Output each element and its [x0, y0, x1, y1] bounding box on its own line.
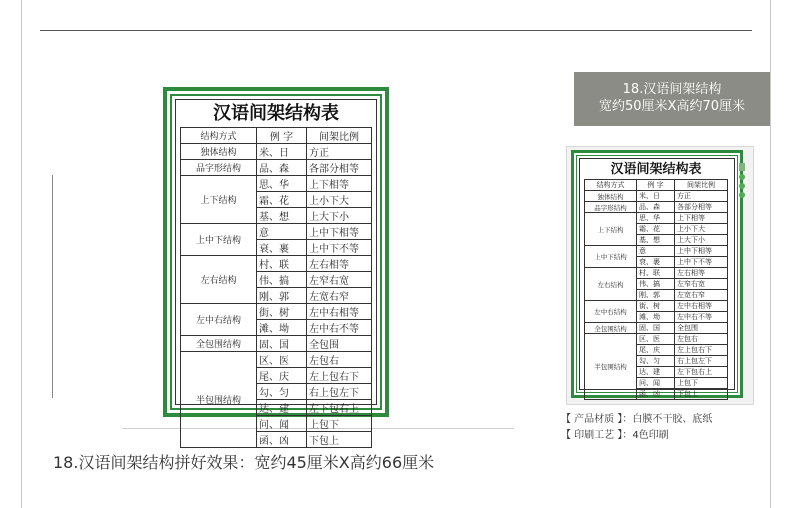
header-example: 例 字 — [257, 128, 307, 144]
example-cell: 函、凶 — [637, 389, 675, 400]
ratio-cell: 左包右 — [675, 334, 728, 345]
left-caption: 18.汉语间架结构拼好效果：宽约45厘米X高约66厘米 — [53, 453, 435, 472]
header-structure: 结构方式 — [181, 128, 257, 144]
product-material: 【 产品材质 】：白膜不干胶、底纸 — [561, 414, 713, 425]
left-vertical-rule — [21, 0, 22, 508]
example-cell: 区、医 — [637, 334, 675, 345]
table-row — [181, 352, 372, 368]
ratio-cell: 左上包右下 — [307, 368, 372, 384]
example-cell: 问、闻 — [637, 378, 675, 389]
example-cell: 基、想 — [257, 208, 307, 224]
ratio-cell: 左包右 — [307, 352, 372, 368]
ratio-cell: 左窄右宽 — [307, 272, 372, 288]
example-cell: 达、建 — [257, 400, 307, 416]
ratio-cell: 上大下小 — [675, 235, 728, 246]
left-poster-inner-frame — [170, 94, 382, 447]
ratio-cell: 左上包右下 — [675, 345, 728, 356]
table-row — [181, 304, 372, 320]
structure-cell: 品字形结构 — [585, 202, 637, 213]
badge-line-1: 18.汉语间架结构 — [622, 82, 722, 97]
right-header-example: 例 字 — [637, 180, 675, 191]
table-row — [585, 301, 728, 312]
ratio-cell: 方正 — [307, 144, 372, 160]
ratio-cell: 左中右相等 — [307, 304, 372, 320]
table-row — [585, 246, 728, 257]
ratio-cell: 左中右相等 — [675, 301, 728, 312]
structure-cell: 全包围结构 — [181, 336, 257, 352]
example-cell: 刚、郭 — [257, 288, 307, 304]
right-poster-inner-frame — [576, 155, 738, 398]
ratio-cell: 上包下 — [307, 416, 372, 432]
table-row — [585, 202, 728, 213]
product-process: 【 印刷工艺 】：4色印刷 — [561, 430, 669, 441]
badge-line-2: 宽约50厘米X高约70厘米 — [599, 99, 745, 114]
side-dot-3 — [739, 192, 745, 198]
size-badge — [574, 72, 770, 126]
ratio-cell: 各部分相等 — [307, 160, 372, 176]
ratio-cell: 上中下不等 — [675, 257, 728, 268]
ratio-cell: 各部分相等 — [675, 202, 728, 213]
table-row — [585, 334, 728, 345]
example-cell: 伟、搞 — [637, 279, 675, 290]
ratio-cell: 左宽右窄 — [307, 288, 372, 304]
example-cell: 固、国 — [257, 336, 307, 352]
right-poster — [571, 150, 743, 398]
ratio-cell: 右上包左下 — [675, 356, 728, 367]
ratio-cell: 上中下相等 — [307, 224, 372, 240]
ratio-cell: 下包上 — [307, 432, 372, 448]
example-cell: 尾、庆 — [637, 345, 675, 356]
example-cell: 霜、花 — [257, 192, 307, 208]
structure-cell: 独体结构 — [585, 191, 637, 202]
ratio-cell: 左中右不等 — [307, 320, 372, 336]
example-cell: 街、树 — [637, 301, 675, 312]
example-cell: 霜、花 — [637, 224, 675, 235]
right-poster-title: 汉语间架结构表 — [610, 162, 702, 177]
structure-cell: 左右结构 — [585, 268, 637, 301]
ratio-cell: 上下相等 — [675, 213, 728, 224]
ratio-cell: 上小下大 — [307, 192, 372, 208]
example-cell: 村、联 — [257, 256, 307, 272]
ratio-cell: 上小下大 — [675, 224, 728, 235]
example-cell: 滩、坳 — [637, 312, 675, 323]
table-row — [181, 336, 372, 352]
ratio-cell: 下包上 — [675, 389, 728, 400]
right-poster-table-frame — [579, 158, 735, 398]
example-cell: 区、医 — [257, 352, 307, 368]
ratio-cell: 右上包左下 — [307, 384, 372, 400]
example-cell: 衰、裹 — [257, 240, 307, 256]
example-cell: 米、日 — [257, 144, 307, 160]
ratio-cell: 全包围 — [307, 336, 372, 352]
ratio-cell: 上包下 — [675, 378, 728, 389]
structure-cell: 独体结构 — [181, 144, 257, 160]
left-poster-table-frame — [175, 99, 377, 447]
table-row — [585, 268, 728, 279]
left-poster — [163, 87, 389, 447]
structure-cell: 上下结构 — [585, 213, 637, 246]
table-row — [181, 160, 372, 176]
structure-cell: 左中右结构 — [181, 304, 257, 336]
example-cell: 问、闻 — [257, 416, 307, 432]
ratio-cell: 全包围 — [675, 323, 728, 334]
structure-cell: 品字形结构 — [181, 160, 257, 176]
example-cell: 村、联 — [637, 268, 675, 279]
structure-cell: 左中右结构 — [585, 301, 637, 323]
ratio-cell: 上下相等 — [307, 176, 372, 192]
ratio-cell: 左中右不等 — [675, 312, 728, 323]
example-cell: 思、华 — [257, 176, 307, 192]
structure-cell: 上下结构 — [181, 176, 257, 224]
table-row — [585, 191, 728, 202]
ratio-cell: 左宽右窄 — [675, 290, 728, 301]
example-cell: 伟、搞 — [257, 272, 307, 288]
example-cell: 尾、庆 — [257, 368, 307, 384]
structure-cell: 全包围结构 — [585, 323, 637, 334]
example-cell: 勾、匀 — [637, 356, 675, 367]
table-row — [585, 213, 728, 224]
example-cell: 固、国 — [637, 323, 675, 334]
example-cell: 意 — [257, 224, 307, 240]
structure-cell: 上中下结构 — [181, 224, 257, 256]
example-cell: 街、树 — [257, 304, 307, 320]
structure-cell: 半包围结构 — [585, 334, 637, 400]
ratio-cell: 左下包右上 — [307, 400, 372, 416]
right-vertical-rule — [770, 0, 771, 508]
example-cell: 意 — [637, 246, 675, 257]
left-poster-table — [180, 127, 372, 448]
example-cell: 品、森 — [637, 202, 675, 213]
top-horizontal-rule — [40, 30, 752, 31]
header-ratio: 间架比例 — [307, 128, 372, 144]
ratio-cell: 上中下不等 — [307, 240, 372, 256]
structure-cell: 半包围结构 — [181, 352, 257, 448]
ratio-cell: 上大下小 — [307, 208, 372, 224]
right-header-structure: 结构方式 — [585, 180, 637, 191]
inner-vertical-rule — [52, 175, 53, 398]
example-cell: 函、凶 — [257, 432, 307, 448]
example-cell: 基、想 — [637, 235, 675, 246]
table-row — [181, 144, 372, 160]
left-poster-title: 汉语间架结构表 — [213, 103, 339, 124]
structure-cell: 左右结构 — [181, 256, 257, 304]
example-cell: 达、建 — [637, 367, 675, 378]
table-row — [585, 323, 728, 334]
example-cell: 衰、裹 — [637, 257, 675, 268]
example-cell: 品、森 — [257, 160, 307, 176]
right-header-ratio: 间架比例 — [675, 180, 728, 191]
side-dot-2 — [739, 183, 745, 189]
ratio-cell: 左下包右上 — [675, 367, 728, 378]
example-cell: 勾、匀 — [257, 384, 307, 400]
table-row — [181, 256, 372, 272]
example-cell: 滩、坳 — [257, 320, 307, 336]
side-tab-1 — [739, 163, 745, 171]
ratio-cell: 方正 — [675, 191, 728, 202]
ratio-cell: 左右相等 — [675, 268, 728, 279]
table-row — [181, 224, 372, 240]
structure-cell: 上中下结构 — [585, 246, 637, 268]
side-dot-1 — [739, 174, 745, 180]
ratio-cell: 左右相等 — [307, 256, 372, 272]
example-cell: 思、华 — [637, 213, 675, 224]
ratio-cell: 左窄右宽 — [675, 279, 728, 290]
example-cell: 刚、郭 — [637, 290, 675, 301]
ratio-cell: 上中下相等 — [675, 246, 728, 257]
example-cell: 米、日 — [637, 191, 675, 202]
right-poster-table — [584, 179, 728, 400]
table-row — [181, 176, 372, 192]
